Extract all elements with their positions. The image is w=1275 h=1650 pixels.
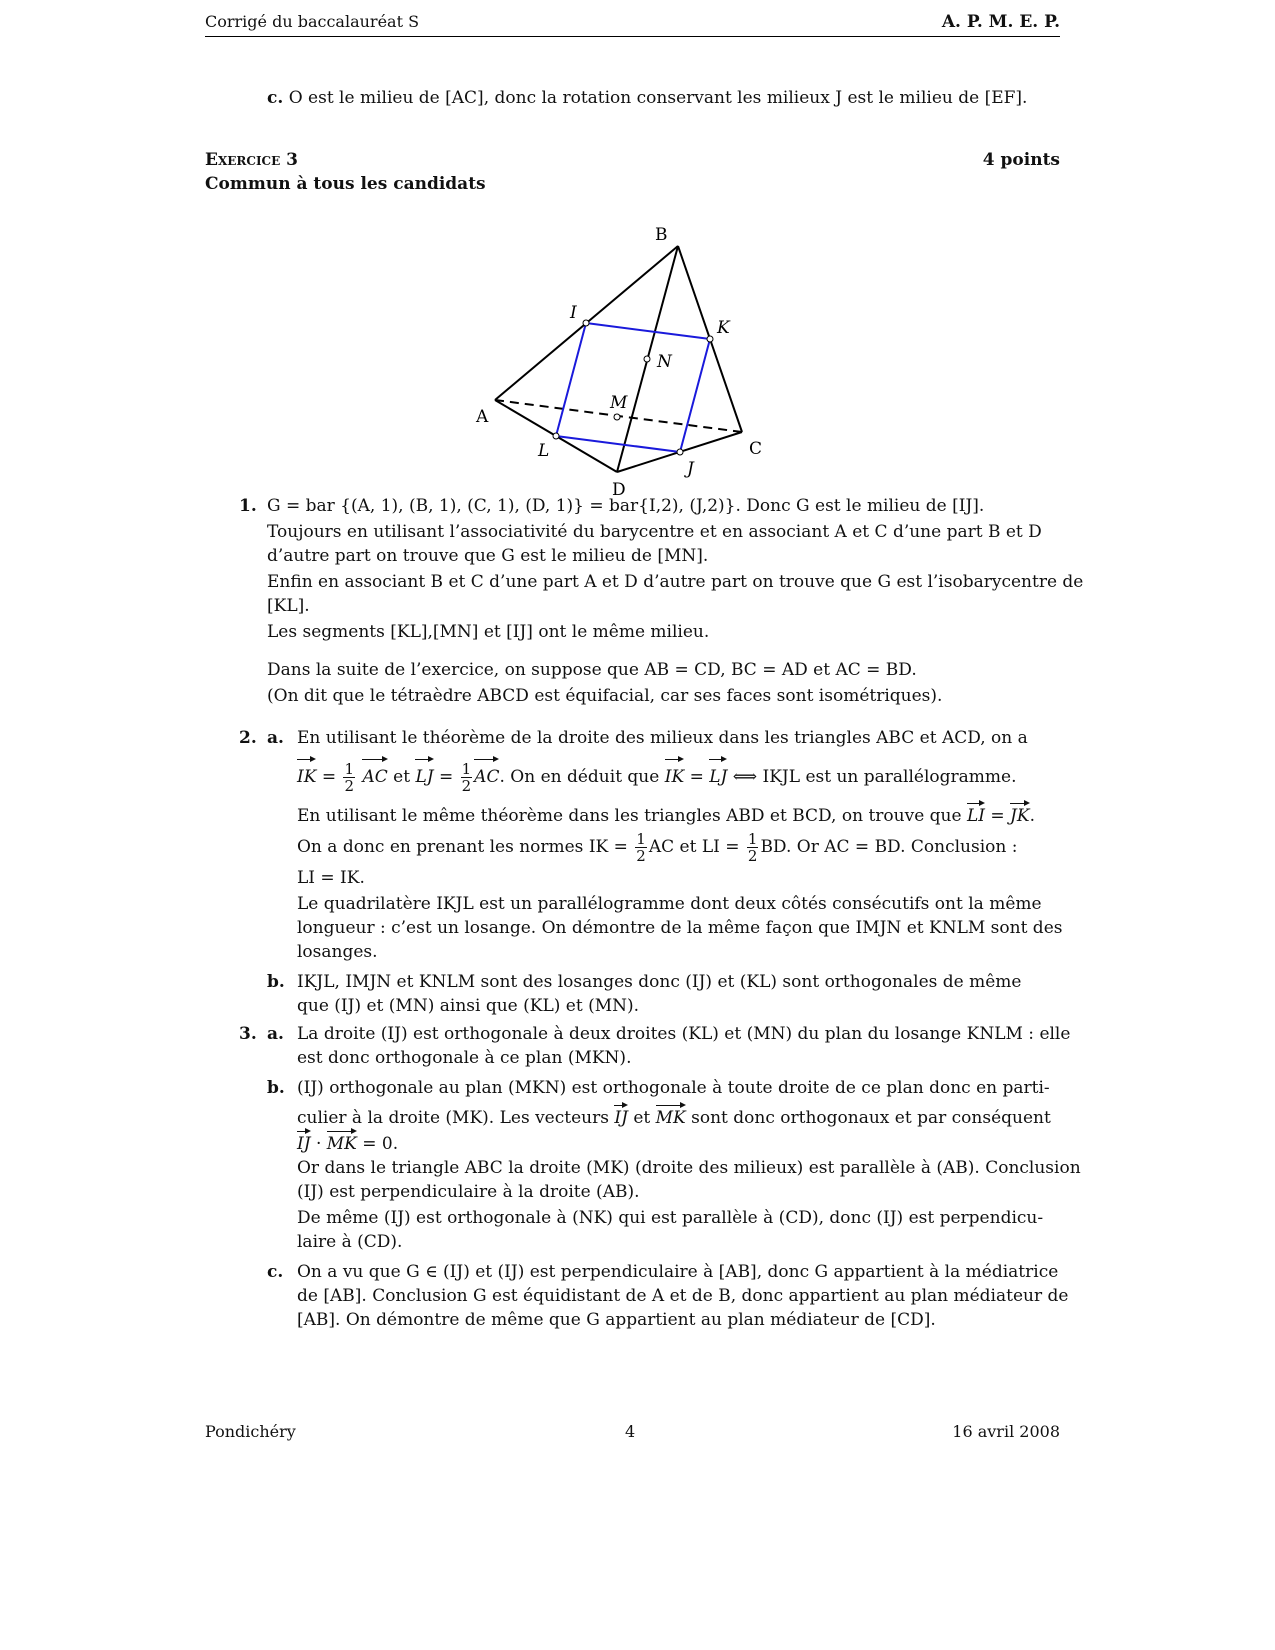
q1-number: 1.	[239, 496, 257, 516]
q1-line-8: (On dit que le tétraèdre ABCD est équifacial, car ses faces sont isométriques).	[267, 686, 943, 706]
point-M	[614, 414, 620, 420]
fraction-half	[635, 831, 647, 864]
header-right: A. P. M. E. P.	[941, 12, 1060, 32]
q3a-line-2: est donc orthogonale à ce plan (MKN).	[297, 1048, 632, 1068]
eq-sign: =	[689, 767, 704, 787]
label-D: D	[612, 480, 626, 500]
tetrahedron-figure	[205, 210, 1060, 510]
label-C: C	[749, 439, 763, 459]
q1-line-4: Enfin en associant B et C d’une part A et D d’autre part on trouve que G est l’isobarycentre de	[267, 572, 1084, 592]
vector-LJ: LJ	[415, 756, 433, 794]
point-J	[677, 449, 683, 455]
rhombus-IKJL	[556, 323, 710, 452]
q3-number: 3.	[239, 1024, 257, 1044]
label-I: I	[570, 303, 577, 323]
q3a-line-1: La droite (IJ) est orthogonale à deux droites (KL) et (MN) du plan du losange KNLM : elle	[297, 1024, 1071, 1044]
q3a-label: a.	[267, 1024, 284, 1044]
q2a-line-2	[297, 756, 1017, 794]
q2a-line-4-a: On a donc en prenant les normes IK =	[297, 837, 628, 857]
footer-right: 16 avril 2008	[952, 1422, 1060, 1441]
vector-IK: IK	[297, 756, 316, 794]
vector-JK: JK	[1010, 800, 1030, 828]
label-J: J	[687, 459, 694, 479]
page-number: 4	[625, 1422, 636, 1441]
label-K: K	[717, 318, 730, 338]
dot-product-symbol: ·	[315, 1134, 322, 1154]
q1-line-6: Les segments [KL],[MN] et [IJ] ont le même milieu.	[267, 622, 710, 642]
q2a-line-7: longueur : c’est un losange. On démontre de la même façon que IMJN et KNLM sont des	[297, 918, 1063, 938]
fraction-half	[747, 831, 759, 864]
q2a-line-4-c: BD. Or AC = BD. Conclusion :	[760, 837, 1018, 857]
exercise-subtitle: Commun à tous les candidats	[205, 174, 486, 194]
label-B: B	[655, 225, 668, 245]
q3b-line-3	[297, 1128, 398, 1156]
q3c-label: c.	[267, 1262, 284, 1282]
page-header	[205, 10, 1060, 37]
eq-sign: =	[321, 767, 337, 787]
page	[205, 10, 1084, 1640]
exercise-points: 4 points	[982, 150, 1060, 170]
vector-IK: IK	[665, 756, 684, 794]
frac-num: 1	[461, 760, 472, 778]
q3b-line-1: (IJ) orthogonale au plan (MKN) est orthogonale à toute droite de ce plan donc en parti-	[297, 1078, 1050, 1098]
label-M: M	[610, 393, 628, 413]
q2a-line-2-end: IKJL est un parallélogramme.	[762, 767, 1017, 787]
frac-num: 1	[344, 760, 355, 778]
vector-LI: LI	[967, 800, 985, 828]
intro-c-text: O est le milieu de [AC], donc la rotation conservant les milieux J est le milieu de [EF].	[288, 88, 1028, 108]
q2-number: 2.	[239, 728, 257, 748]
q2a-line-1: En utilisant le théorème de la droite des milieux dans les triangles ABC et ACD, on a	[297, 728, 1028, 748]
eq-sign: =	[990, 806, 1005, 826]
vector-AC: AC	[474, 756, 499, 794]
q1-line-1: G = bar {(A, 1), (B, 1), (C, 1), (D, 1)} = bar{I,2), (J,2)}. Donc G est le milieu de [IJ].	[267, 496, 985, 516]
eq-sign: =	[438, 767, 454, 787]
q3b-label: b.	[267, 1078, 285, 1098]
q3b-line-7: laire à (CD).	[297, 1232, 403, 1252]
q2a-line-4	[297, 830, 1017, 864]
vector-MK: MK	[327, 1128, 357, 1156]
q2a-label: a.	[267, 728, 284, 748]
footer-left: Pondichéry	[205, 1422, 296, 1441]
q3b-line-4: Or dans le triangle ABC la droite (MK) (droite des milieux) est parallèle à (AB). Conclusion	[297, 1158, 1081, 1178]
q3b-line-3-end: = 0.	[362, 1134, 399, 1154]
vector-IJ: IJ	[614, 1102, 628, 1130]
q2a-line-4-b: AC et LI =	[648, 837, 740, 857]
frac-den: 2	[747, 847, 758, 865]
point-L	[553, 433, 559, 439]
equivalence-symbol: ⟺	[732, 767, 758, 787]
q3b-line-2	[297, 1102, 1051, 1130]
q2b-line-1: IKJL, IMJN et KNLM sont des losanges donc (IJ) et (KL) sont orthogonales de même	[297, 972, 1022, 992]
frac-num: 1	[747, 830, 758, 848]
q2b-label: b.	[267, 972, 285, 992]
q1-line-2: Toujours en utilisant l’associativité du barycentre et en associant A et C d’une part B et D	[267, 522, 1042, 542]
vector-MK: MK	[656, 1102, 686, 1130]
point-K	[707, 336, 713, 342]
q3b-line-5: (IJ) est perpendiculaire à la droite (AB).	[297, 1182, 640, 1202]
point-N	[644, 356, 650, 362]
q3b-line-2-c: sont donc orthogonaux et par conséquent	[691, 1108, 1051, 1128]
q2a-line-3: En utilisant le même théorème dans les triangles ABD et BCD, on trouve que LI = JK.	[297, 800, 1035, 828]
q2b-line-2: que (IJ) et (MN) ainsi que (KL) et (MN).	[297, 996, 640, 1016]
vector-IJ: IJ	[297, 1128, 311, 1156]
q3c-line-3: [AB]. On démontre de même que G appartient au plan médiateur de [CD].	[297, 1310, 936, 1330]
point-I	[583, 320, 589, 326]
q2a-line-3-text: En utilisant le même théorème dans les triangles ABD et BCD, on trouve que	[297, 806, 962, 826]
q3b-line-6: De même (IJ) est orthogonale à (NK) qui est parallèle à (CD), donc (IJ) est perpendicu-	[297, 1208, 1044, 1228]
q2a-line-6: Le quadrilatère IKJL est un parallélogramme dont deux côtés consécutifs ont la même	[297, 894, 1042, 914]
q1-line-7: Dans la suite de l’exercice, on suppose que AB = CD, BC = AD et AC = BD.	[267, 660, 917, 680]
intro-c	[267, 86, 1027, 110]
exercise-title: Exercice 3	[205, 150, 298, 170]
q3c-line-2: de [AB]. Conclusion G est équidistant de A et de B, donc appartient au plan médiateur de	[297, 1286, 1069, 1306]
frac-den: 2	[636, 847, 646, 865]
vector-AC: AC	[362, 756, 387, 794]
label-N: N	[657, 352, 672, 372]
vector-LJ: LJ	[709, 756, 727, 794]
q3c-line-1: On a vu que G ∈ (IJ) et (IJ) est perpendiculaire à [AB], donc G appartient à la médiatrice	[297, 1262, 1059, 1282]
fraction-half	[461, 761, 473, 794]
q2a-line-5: LI = IK.	[297, 868, 365, 888]
q2a-line-2-tail: . On en déduit que	[499, 767, 660, 787]
q3b-line-2-a: culier à la droite (MK). Les vecteurs	[297, 1108, 609, 1128]
header-left: Corrigé du baccalauréat S	[205, 12, 420, 31]
frac-num: 1	[636, 830, 646, 848]
intro-c-label: c.	[267, 88, 284, 108]
frac-den: 2	[344, 777, 355, 795]
et-word: et	[393, 767, 411, 787]
q3b-line-2-b: et	[633, 1108, 651, 1128]
fraction-half	[343, 761, 355, 794]
q1-line-3: d’autre part on trouve que G est le milieu de [MN].	[267, 546, 709, 566]
label-L: L	[538, 441, 550, 461]
label-A: A	[476, 407, 489, 427]
frac-den: 2	[461, 777, 472, 795]
q1-line-5: [KL].	[267, 596, 310, 616]
q2a-line-8: losanges.	[297, 942, 378, 962]
